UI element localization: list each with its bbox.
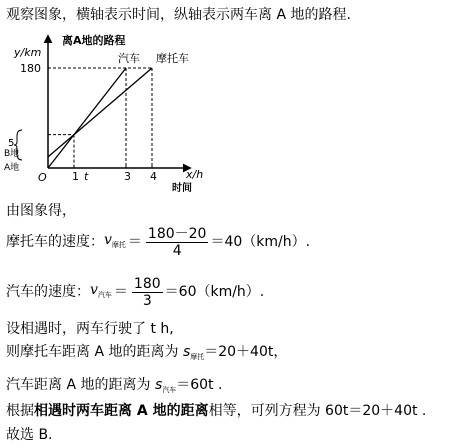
line6-sub: 汽车 [162,386,177,394]
text-line-6 [6,376,222,399]
distance-time-chart [0,28,210,198]
moto-speed-label: 摩托车的速度： [6,234,104,250]
car-speed-num: 180 [133,275,161,292]
moto-speed-sub: 摩托 [111,240,126,249]
line5-var: s [182,344,191,360]
x-axis-sublabel: 时间 [172,183,192,194]
line7-suffix: 相等，可列方程为 60t＝20＋40t . [208,403,427,419]
left-label-a: A地 [4,163,20,173]
line7-prefix: 根据 [6,403,34,419]
line5-sub: 摩托 [190,353,205,361]
line6-prefix: 汽车距离 A 地的距离为 [6,377,155,393]
origin-label: O [38,171,47,184]
left-label-5: 5 [8,138,15,149]
series-line-moto [48,68,152,157]
x-tick-3: 3 [124,170,131,183]
text-line-5 [6,343,287,366]
car-speed-line: 汽车的速度： $v_{汽车}$ ＝ $\frac{180}{3}$ ＝60（km/h）. [6,275,265,309]
moto-speed-fraction [146,226,209,259]
x-axis-label: x/h [186,168,204,181]
car-speed-label: 汽车的速度： [6,284,90,300]
text-line-8: 故选 B. [6,427,53,443]
series-line-car [48,68,126,168]
series-label-moto: 摩托车 [156,52,189,65]
car-speed-fraction [132,276,163,309]
line7-bold: 相遇时两车距离 A 地的距离 [34,403,209,419]
moto-speed-line: 摩托车的速度： $v_{摩托}$ ＝ $\frac{180-20}{4}$ ＝40（km/h）. [6,225,311,259]
moto-speed-num: 180－20 [147,225,207,242]
line6-var: s [154,377,163,393]
line5-eq: ＝20＋40t， [204,344,288,360]
line6-eq: ＝60t . [176,377,223,393]
text-line-4: 设相遇时，两车行驶了 t h, [6,321,174,337]
series-label-car: 汽车 [118,52,140,65]
car-speed-var: v [90,281,98,298]
chart-title: 离A地的路程 [62,34,126,47]
y-tick-180: 180 [20,62,41,75]
car-speed-sub: 汽车 [97,290,112,299]
car-speed-result: ＝60（km/h）. [164,284,265,300]
x-tick-4: 4 [150,170,157,183]
intro-text: 观察图象，横轴表示时间，纵轴表示两车离 A 地的路程. [6,7,351,23]
text-line-7 [6,402,426,420]
moto-speed-result: ＝40（km/h）. [210,234,311,250]
left-label-b: B地 [4,149,20,159]
moto-speed-var: v [104,231,112,248]
text-line-1: 由图象得， [6,203,76,219]
moto-speed-den: 4 [172,242,182,259]
y-axis-label: y/km [14,46,42,59]
car-speed-den: 3 [142,292,152,309]
x-tick-t: t [84,170,89,183]
x-tick-1: 1 [72,170,79,183]
line5-prefix: 则摩托车距离 A 地的距离为 [6,344,183,360]
